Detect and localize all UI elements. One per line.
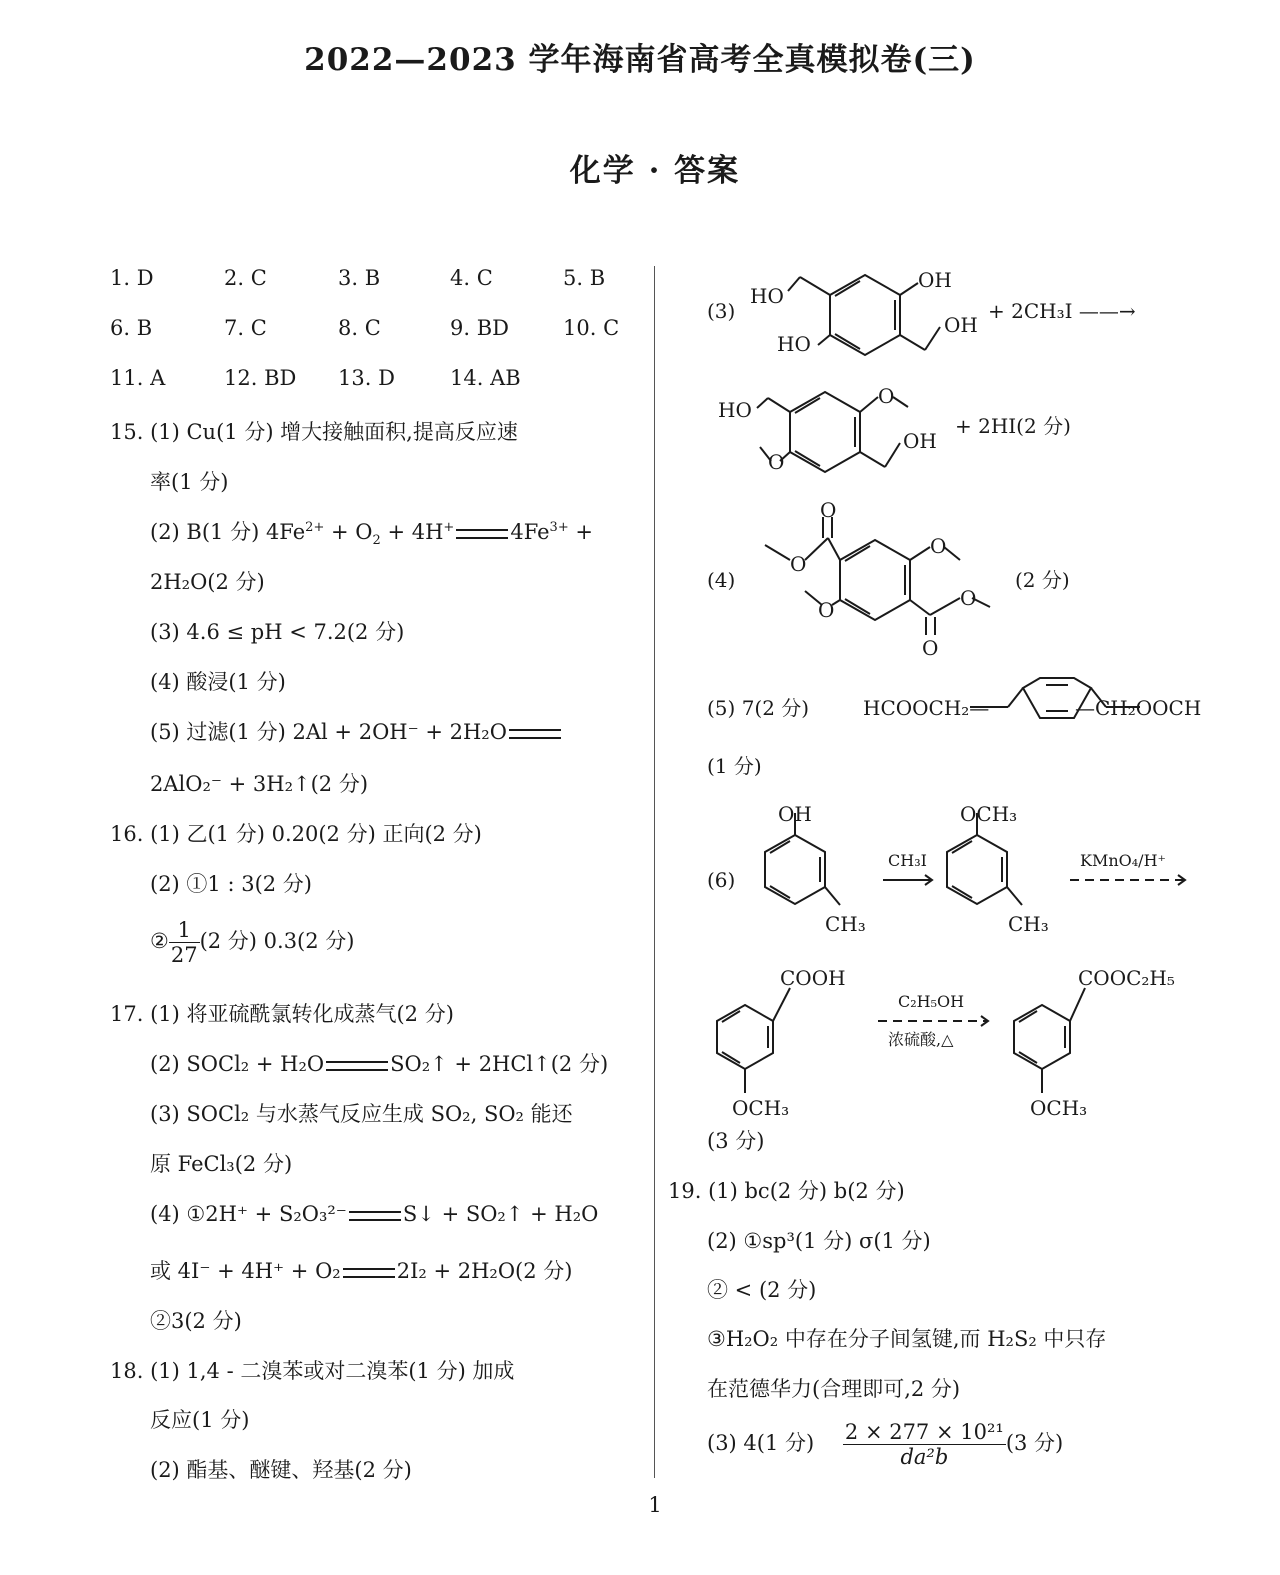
q15-line3 [150, 516, 593, 548]
q16-score: (2 分) 0.3(2 分) [199, 929, 355, 953]
struct-label: HO [750, 284, 784, 308]
mc-answer: 2. C [224, 266, 267, 290]
struct-label: HO [718, 398, 752, 422]
mc-answer: 1. D [110, 266, 154, 290]
q18-line1: 18. (1) 1,4 - 二溴苯或对二溴苯(1 分) 加成 [110, 1359, 515, 1383]
q19-line6 [707, 1420, 1063, 1469]
q18-p3-product: + 2HI(2 分) [955, 414, 1071, 438]
q17-line1: 17. (1) 将亚硫酰氯转化成蒸气(2 分) [110, 1002, 454, 1026]
q17-eq-part: SO₂↑ + 2HCl↑(2 分) [390, 1052, 609, 1076]
fraction [169, 918, 200, 967]
q15-eq-part: (5) 过滤(1 分) 2Al + 2OH⁻ + 2H₂O [150, 720, 507, 744]
q18-p6-label: (6) [707, 868, 736, 892]
mc-answer: 8. C [338, 316, 381, 340]
column-divider [654, 266, 655, 1478]
fraction-denominator: 27 [170, 943, 198, 967]
q17-line3: (3) SOCl₂ 与水蒸气反应生成 SO₂, SO₂ 能还 [150, 1102, 573, 1126]
struct-label: OH [944, 313, 978, 337]
mc-answer: 12. BD [224, 366, 297, 390]
q18-line3: (2) 酯基、醚键、羟基(2 分) [150, 1458, 412, 1482]
q19-line4: ③H₂O₂ 中存在分子间氢键,而 H₂S₂ 中只存 [707, 1327, 1107, 1351]
struct-label: O [922, 636, 939, 660]
mc-answer: 14. AB [450, 366, 521, 390]
q16-circle-2: ② [150, 929, 169, 953]
q17-line5 [150, 1202, 598, 1226]
struct-label: O [768, 450, 785, 474]
equals-sign [349, 1211, 401, 1221]
mc-answer: 7. C [224, 316, 267, 340]
struct-label: OH [903, 429, 937, 453]
q19-line3: ② < (2 分) [707, 1278, 817, 1302]
equals-sign [509, 729, 561, 739]
struct-label: O [930, 534, 947, 558]
q15-eq-part: + 4H [380, 520, 444, 544]
equals-sign [456, 529, 508, 539]
mc-answer: 10. C [563, 316, 620, 340]
q18-p4-label: (4) [707, 568, 736, 592]
q17-line7: ②3(2 分) [150, 1309, 242, 1333]
q15-line5: (3) 4.6 ≤ pH < 7.2(2 分) [150, 620, 405, 644]
q18-p4-score: (2 分) [1015, 568, 1070, 592]
page-title: 2022—2023 学年海南省高考全真模拟卷(三) [304, 42, 976, 78]
struct-label: CH₃ [825, 912, 866, 936]
struct-label: OCH₃ [960, 802, 1018, 826]
arrow-reagent: KMnO₄/H⁺ [1080, 851, 1166, 870]
mc-answer: 6. B [110, 316, 153, 340]
q17-eq-part: 2I₂ + 2H₂O(2 分) [396, 1259, 573, 1283]
arrow-reagent: C₂H₅OH [898, 992, 965, 1011]
struct-label: O [960, 586, 977, 610]
mc-answer: 3. B [338, 266, 381, 290]
q17-line2 [150, 1048, 608, 1078]
equals-sign [343, 1268, 395, 1278]
equals-sign [326, 1061, 388, 1071]
struct-label: OCH₃ [1030, 1096, 1088, 1120]
q17-eq-part: 或 4I⁻ + 4H⁺ + O₂ [150, 1259, 341, 1283]
struct-label: HO [777, 332, 811, 356]
q17-line6 [150, 1255, 572, 1285]
fraction [843, 1420, 1006, 1469]
q18-p3-reagent: + 2CH₃I ——→ [988, 299, 1136, 323]
q19-line5: 在范德华力(合理即可,2 分) [707, 1377, 961, 1401]
page-number: 1 [648, 1493, 662, 1517]
q18-p5-score: (1 分) [707, 754, 762, 778]
q15-eq-part: 4Fe [510, 520, 550, 544]
struct-label: O [878, 384, 895, 408]
arrow-reagent: 浓硫酸,△ [888, 1030, 954, 1049]
q15-line1: 15. (1) Cu(1 分) 增大接触面积,提高反应速 [110, 420, 518, 444]
mc-answer: 13. D [338, 366, 395, 390]
q18-line2: 反应(1 分) [150, 1408, 250, 1432]
fraction-denominator: da²b [900, 1445, 949, 1469]
q18-p6-score: (3 分) [707, 1129, 765, 1153]
q19-part: (3) 4(1 分) [707, 1431, 815, 1455]
struct-label: OH [918, 268, 952, 292]
q18-p5-right: —CH₂OOCH [1075, 696, 1202, 720]
q17-eq-part: S↓ + SO₂↑ + H₂O [402, 1202, 599, 1226]
mc-answer: 4. C [450, 266, 493, 290]
q15-line4: 2H₂O(2 分) [150, 570, 265, 594]
mc-answer: 5. B [563, 266, 606, 290]
q18-p5-text: (5) 7(2 分) [707, 696, 810, 720]
q17-eq-part: (2) SOCl₂ + H₂O [150, 1052, 325, 1076]
fraction-numerator: 1 [169, 918, 200, 943]
q15-line6: (4) 酸浸(1 分) [150, 670, 286, 694]
q17-line4: 原 FeCl₃(2 分) [150, 1152, 293, 1176]
q19-score: (3 分) [1005, 1431, 1064, 1455]
q15-line7 [150, 716, 563, 746]
q15-eq-part: 3+ [549, 520, 569, 535]
q15-eq-part: + [443, 520, 455, 535]
q15-eq-part: + O [324, 520, 373, 544]
q17-eq-part: (4) ①2H⁺ + S₂O₃²⁻ [150, 1202, 347, 1226]
struct-label: O [820, 498, 837, 522]
q19-line1: 19. (1) bc(2 分) b(2 分) [668, 1179, 905, 1203]
struct-label: OH [778, 802, 812, 826]
mc-answer: 11. A [110, 366, 166, 390]
q15-line2: 率(1 分) [150, 470, 229, 494]
q18-p3-label: (3) [707, 299, 736, 323]
q15-eq-part: 2+ [305, 520, 325, 535]
q15-eq-part: (2) B(1 分) 4Fe [150, 520, 306, 544]
arrow-reagent: CH₃I [888, 851, 927, 870]
struct-label: COOH [780, 966, 846, 990]
struct-label: COOC₂H₅ [1078, 966, 1175, 990]
q16-line2: (2) ①1 : 3(2 分) [150, 872, 312, 896]
q15-eq-part: + [568, 520, 593, 544]
mc-answer: 9. BD [450, 316, 509, 340]
struct-label: O [818, 598, 835, 622]
right-column-structures [660, 255, 1270, 1155]
q15-line8: 2AlO₂⁻ + 3H₂↑(2 分) [150, 772, 369, 796]
q18-p5-left: HCOOCH₂— [863, 696, 990, 720]
fraction-numerator: 2 × 277 × 10²¹ [844, 1420, 1004, 1444]
q19-line2: (2) ①sp³(1 分) σ(1 分) [707, 1229, 931, 1253]
q16-line3 [150, 918, 354, 967]
q15-eq-part: 2 [372, 533, 381, 549]
struct-label: O [790, 552, 807, 576]
q16-line1: 16. (1) 乙(1 分) 0.20(2 分) 正向(2 分) [110, 822, 482, 846]
page-subtitle: 化学 · 答案 [569, 153, 741, 189]
struct-label: CH₃ [1008, 912, 1049, 936]
struct-label: OCH₃ [732, 1096, 790, 1120]
